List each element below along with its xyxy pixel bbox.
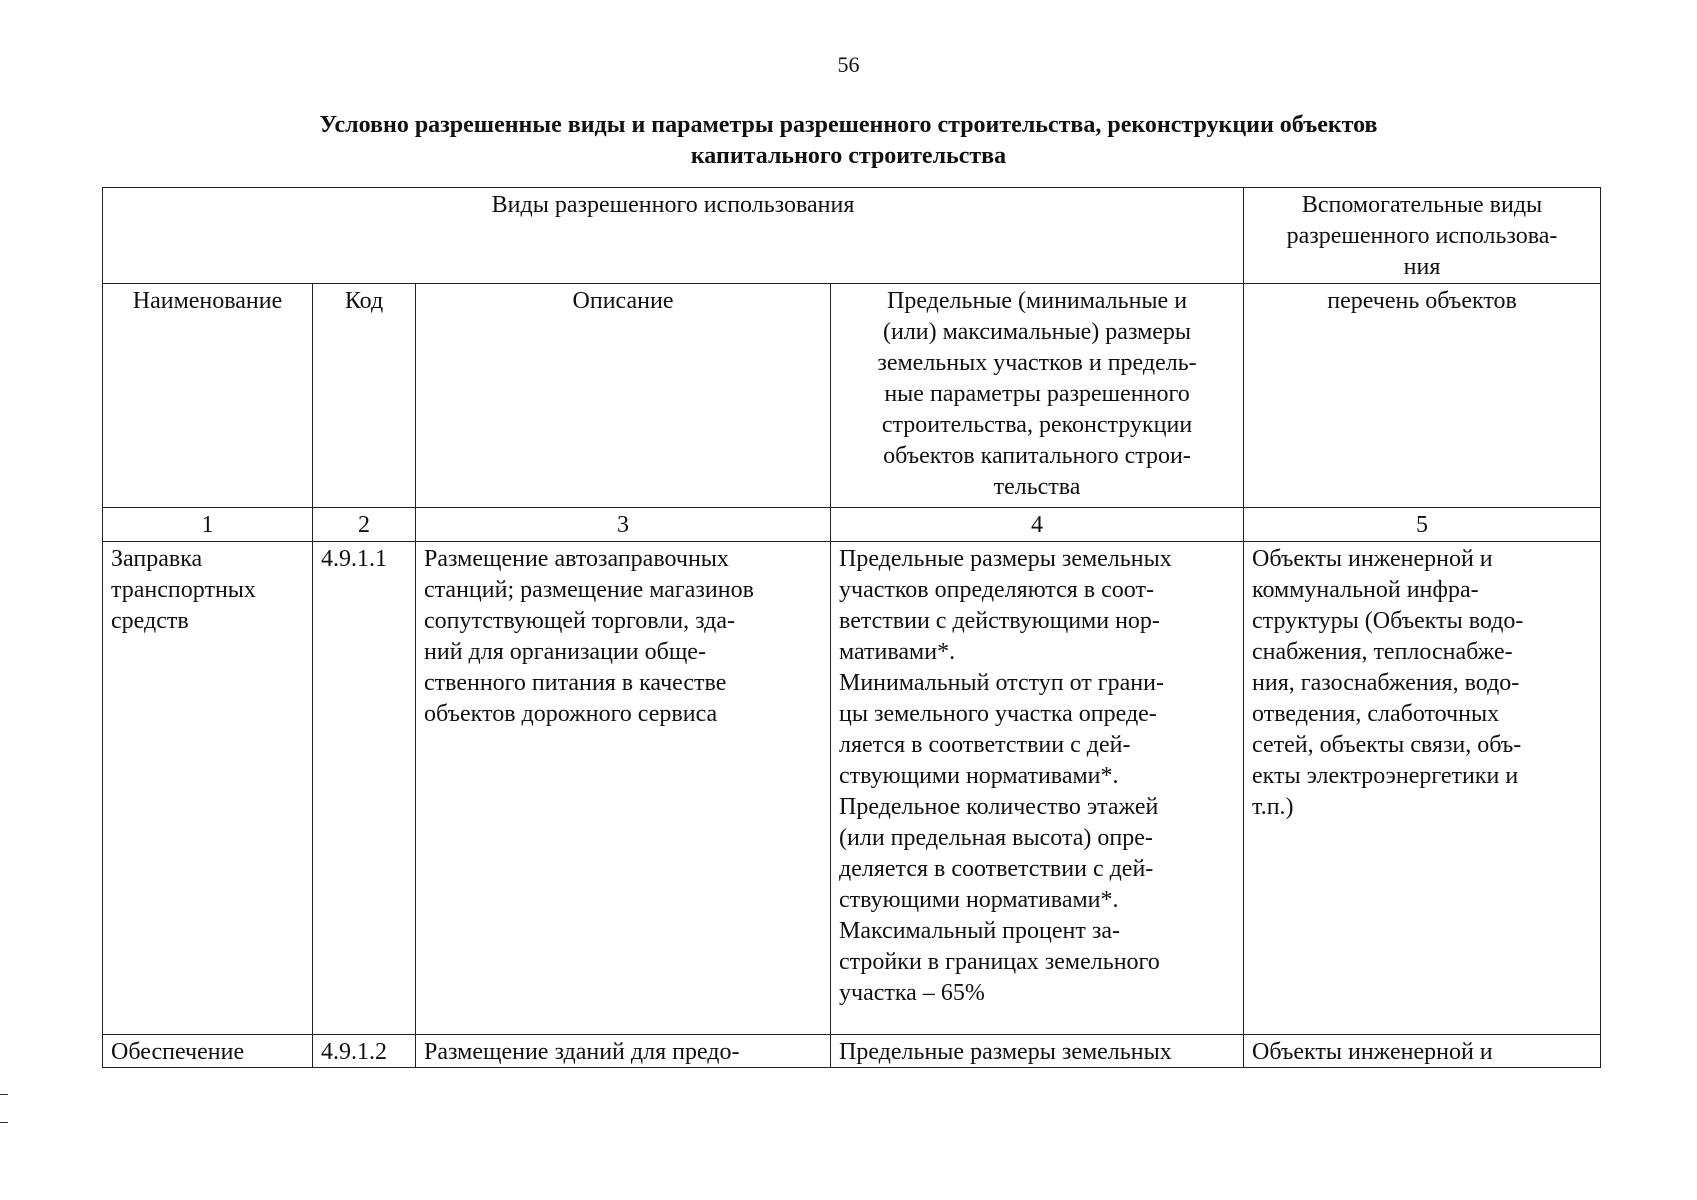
cell-line: (или предельная высота) опре- (839, 825, 1153, 851)
cell-line: Предельные размеры земельных (839, 546, 1172, 572)
cell-line: транспортных (111, 577, 256, 603)
cell-line: деляется в соответствии с дей- (839, 856, 1154, 882)
header-main-group: Виды разрешенного использования (103, 188, 1244, 284)
header-name: Наименование (103, 284, 313, 508)
header-limits-line: Предельные (минимальные и (886, 288, 1188, 314)
header-aux-line: Вспомогательные виды (1301, 192, 1543, 218)
cell-line: екты электроэнергетики и (1252, 763, 1519, 789)
cell-line: снабжения, теплоснабже- (1252, 639, 1513, 665)
cell-line: Предельное количество этажей (839, 794, 1159, 820)
title-line-2: капитального строительства (690, 143, 1007, 169)
cell-line: Минимальный отступ от грани- (839, 670, 1164, 696)
cell-line: ний для организации обще- (424, 639, 706, 665)
margin-mark (0, 1122, 8, 1123)
cell-limits: Предельные размеры земельных (831, 1035, 1244, 1068)
cell-line: ственного питания в качестве (424, 670, 727, 696)
table-row (103, 542, 1601, 1035)
header-code: Код (313, 284, 416, 508)
page-title (60, 110, 1637, 172)
cell-line: Объекты инженерной и (1252, 546, 1493, 572)
column-number: 2 (313, 508, 416, 542)
header-aux-line: разрешенного использова- (1286, 223, 1558, 249)
header-aux-line: ния (1403, 254, 1441, 280)
cell-limits (831, 542, 1244, 1035)
cell-line: сопутствующей торговли, зда- (424, 608, 735, 634)
cell-code: 4.9.1.2 (313, 1035, 416, 1068)
header-columns-row (103, 284, 1601, 508)
cell-objects: Объекты инженерной и (1244, 1035, 1601, 1068)
column-numbers-row (103, 508, 1601, 542)
cell-line: сетей, объекты связи, объ- (1252, 732, 1522, 758)
cell-name: Обеспечение (103, 1035, 313, 1068)
cell-line: т.п.) (1252, 794, 1294, 820)
cell-description (416, 542, 831, 1035)
cell-line: станций; размещение магазинов (424, 577, 754, 603)
cell-line: участков определяются в соот- (839, 577, 1154, 603)
cell-line: мативами*. (839, 639, 956, 665)
land-use-table (102, 187, 1601, 1068)
table-row (103, 1035, 1601, 1068)
cell-name (103, 542, 313, 1035)
header-limits-line: тельства (993, 474, 1081, 500)
cell-line: ния, газоснабжения, водо- (1252, 670, 1520, 696)
column-number: 1 (103, 508, 313, 542)
header-aux-group (1244, 188, 1601, 284)
column-number: 3 (416, 508, 831, 542)
cell-line: структуры (Объекты водо- (1252, 608, 1524, 634)
header-description: Описание (416, 284, 831, 508)
header-limits (831, 284, 1244, 508)
cell-description: Размещение зданий для предо- (416, 1035, 831, 1068)
header-limits-line: (или) максимальные) размеры (882, 319, 1192, 345)
cell-line: цы земельного участка опреде- (839, 701, 1157, 727)
cell-line: Максимальный процент за- (839, 918, 1120, 944)
cell-line: отведения, слаботочных (1252, 701, 1500, 727)
cell-objects (1244, 542, 1601, 1035)
header-limits-line: объектов капитального строи- (883, 443, 1191, 469)
title-line-1: Условно разрешенные виды и параметры разрешенного строительства, реконструкции объектов (319, 112, 1378, 138)
cell-line: участка – 65% (839, 980, 985, 1006)
header-limits-line: строительства, реконструкции (881, 412, 1193, 438)
cell-code: 4.9.1.1 (313, 542, 416, 1035)
cell-line: объектов дорожного сервиса (424, 701, 718, 727)
cell-line: коммунальной инфра- (1252, 577, 1479, 603)
cell-line: средств (111, 608, 189, 634)
header-limits-line: ные параметры разрешенного (884, 381, 1190, 407)
cell-line: Заправка (111, 546, 203, 572)
header-limits-line: земельных участков и предель- (877, 350, 1197, 376)
cell-line: Размещение автозаправочных (424, 546, 729, 572)
header-group-row (103, 188, 1601, 284)
header-objects: перечень объектов (1244, 284, 1601, 508)
cell-line: ствующими нормативами*. (839, 887, 1119, 913)
margin-mark (0, 1094, 8, 1095)
column-number: 5 (1244, 508, 1601, 542)
cell-line: стройки в границах земельного (839, 949, 1160, 975)
page-number: 56 (837, 52, 860, 77)
cell-line: ляется в соответствии с дей- (839, 732, 1131, 758)
cell-line: ствующими нормативами*. (839, 763, 1119, 789)
column-number: 4 (831, 508, 1244, 542)
cell-line: ветствии с действующими нор- (839, 608, 1160, 634)
